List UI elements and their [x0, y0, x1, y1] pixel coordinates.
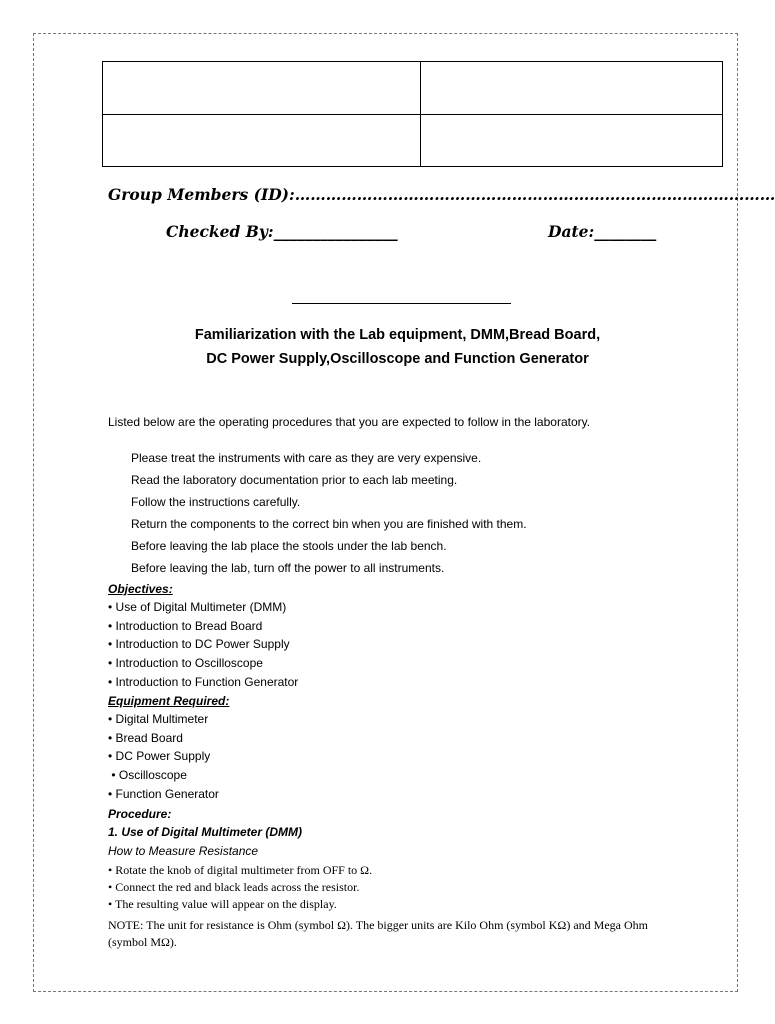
list-item: • Oscilloscope	[108, 768, 187, 783]
procedure-subheading: 1. Use of Digital Multimeter (DMM)	[108, 825, 303, 839]
procedure-subsubheading: How to Measure Resistance	[108, 844, 259, 858]
list-item: • Introduction to Function Generator	[108, 674, 299, 689]
procedure-steps-list	[108, 863, 372, 914]
header-cell	[421, 62, 723, 115]
resistance-note: NOTE: The unit for resistance is Ohm (symbol Ω). The bigger units are Kilo Ohm (symbol KΩ) and Mega Ohm (symbol MΩ).	[108, 918, 648, 949]
list-item: • Connect the red and black leads across the resistor.	[108, 880, 360, 894]
list-item: • Digital Multimeter	[108, 712, 209, 726]
list-item: • Use of Digital Multimeter (DMM)	[108, 600, 287, 614]
group-members-line: Group Members (ID):…………………………………………………………………………………	[108, 185, 775, 204]
title-rule	[292, 303, 511, 304]
checked-by-line: Checked By:________________	[166, 222, 398, 241]
header-table	[102, 61, 723, 167]
list-item: Follow the instructions carefully.	[131, 495, 301, 509]
objectives-heading: Objectives:	[108, 582, 173, 596]
list-item: • Bread Board	[108, 730, 183, 745]
list-item: • Introduction to Oscilloscope	[108, 656, 263, 671]
header-cell	[103, 115, 421, 167]
list-item: Before leaving the lab, turn off the power to all instruments.	[131, 561, 445, 575]
header-cell	[421, 115, 723, 167]
list-item: • Introduction to Bread Board	[108, 618, 263, 633]
list-item: • Introduction to DC Power Supply	[108, 637, 290, 652]
list-item: Read the laboratory documentation prior to each lab meeting.	[131, 473, 458, 487]
list-item: Please treat the instruments with care as they are very expensive.	[131, 451, 482, 465]
header-cell	[103, 62, 421, 115]
procedure-heading: Procedure:	[108, 807, 172, 821]
intro-paragraph: Listed below are the operating procedures that you are expected to follow in the laboratory.	[108, 415, 591, 429]
list-item: Before leaving the lab place the stools under the lab bench.	[131, 539, 447, 553]
lab-rules-list	[131, 451, 527, 583]
list-item: • The resulting value will appear on the display.	[108, 897, 337, 911]
objectives-list	[108, 600, 298, 693]
document-title-line-2: DC Power Supply,Oscilloscope and Function Generator	[206, 351, 589, 367]
list-item: • DC Power Supply	[108, 749, 211, 764]
list-item: • Rotate the knob of digital multimeter from OFF to Ω.	[108, 863, 373, 877]
date-line: Date:________	[548, 222, 657, 241]
list-item: Return the components to the correct bin when you are finished with them.	[131, 517, 527, 531]
document-title-line-1: Familiarization with the Lab equipment, DMM,Bread Board,	[194, 327, 601, 343]
equipment-heading: Equipment Required:	[108, 694, 230, 708]
equipment-list	[108, 712, 219, 805]
list-item: • Function Generator	[108, 786, 219, 801]
